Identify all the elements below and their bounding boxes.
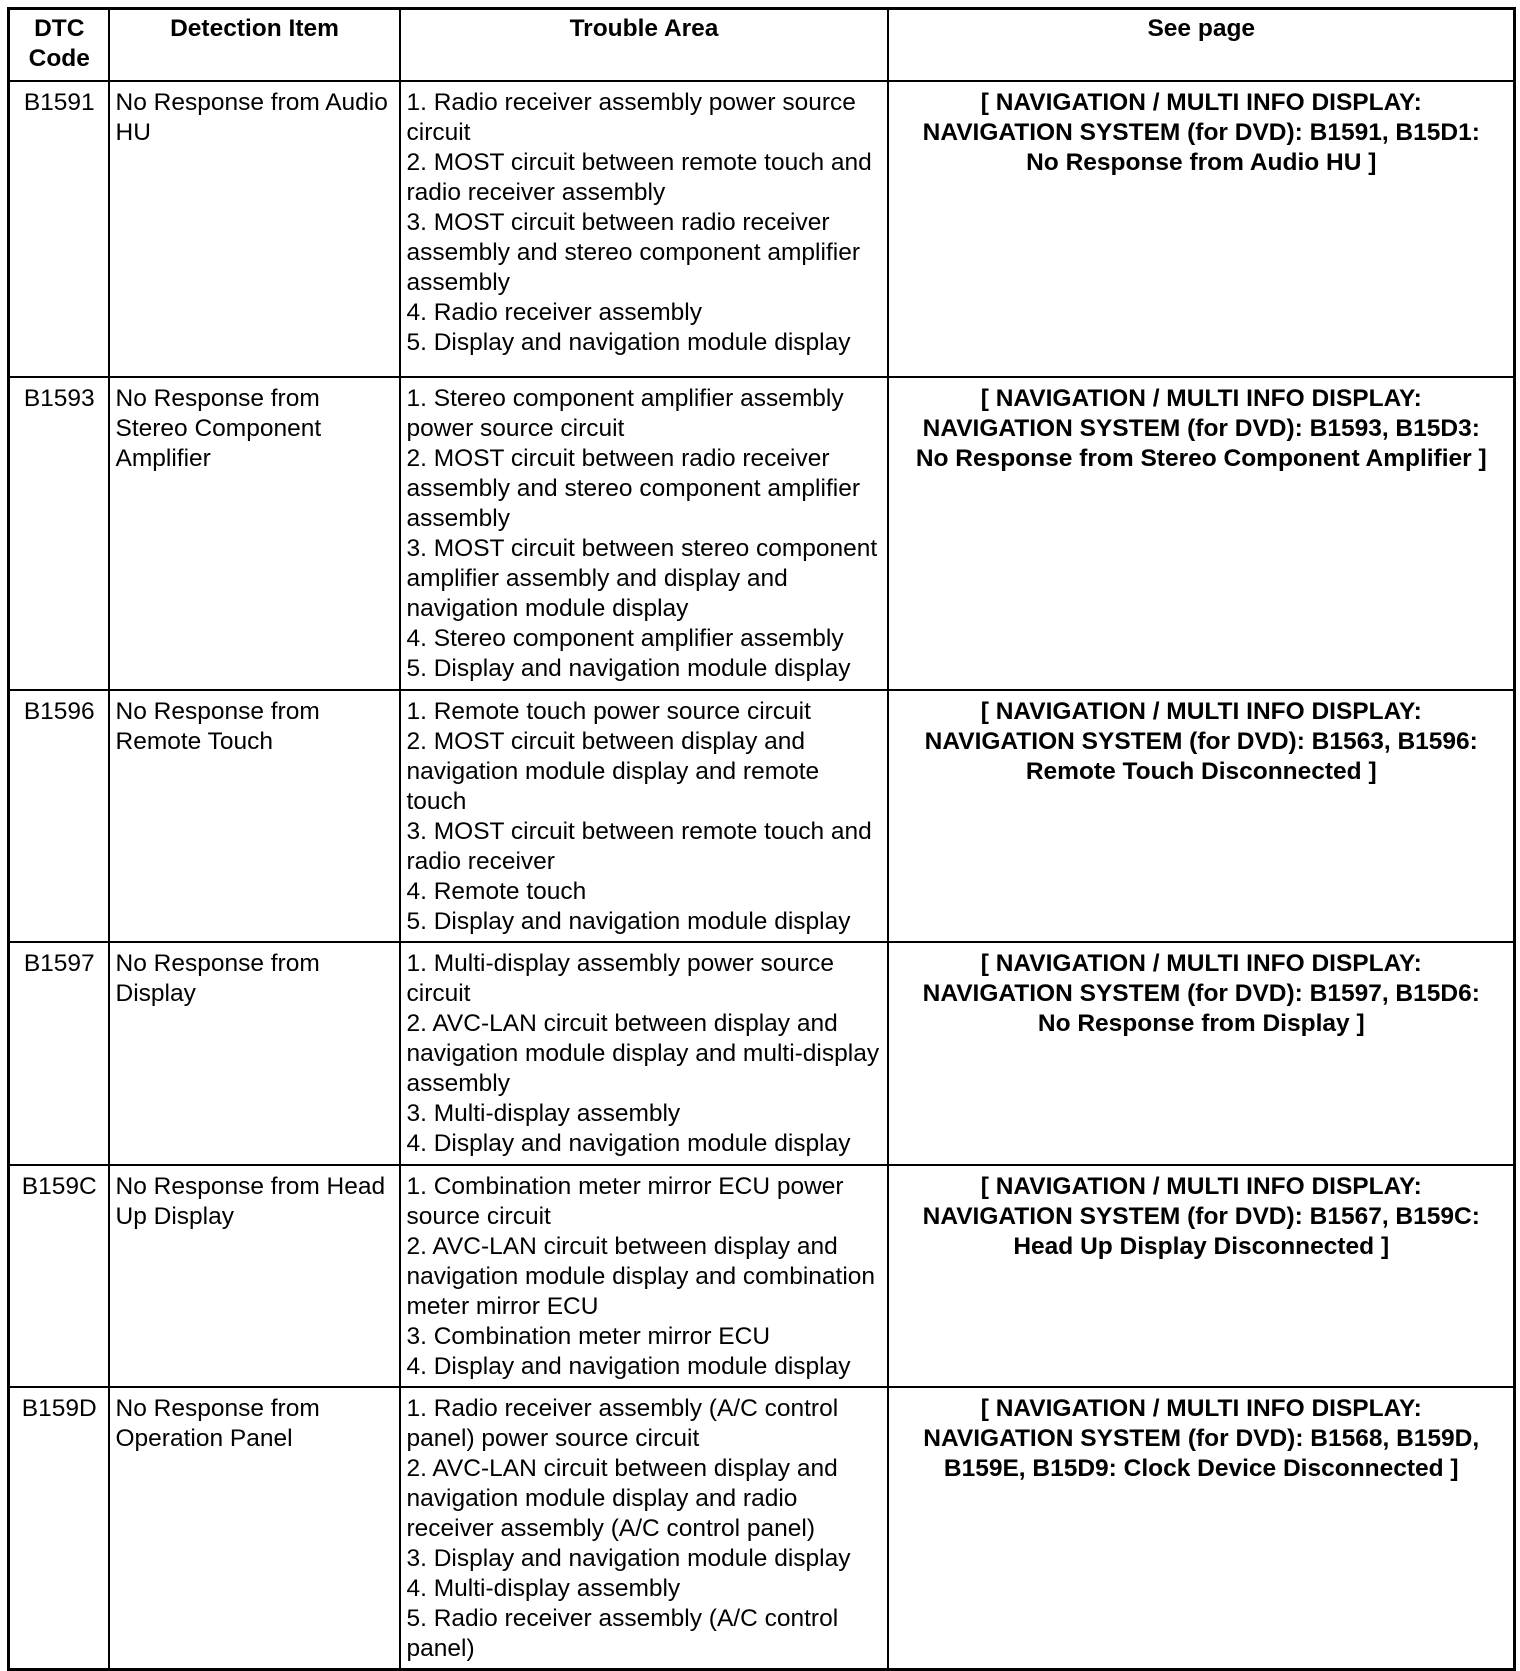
detection-item-cell: No Response from Head Up Display [109,1165,400,1387]
trouble-area-cell [400,690,888,942]
table-row [9,690,1515,942]
trouble-area-item: 5. Display and navigation module display [406,329,851,356]
detection-item-cell: No Response from Stereo Component Amplifier [109,377,400,690]
see-page-cell [888,690,1515,942]
dtc-code-cell: B1596 [9,690,109,942]
table-row [9,942,1515,1165]
detection-item-cell: No Response from Audio HU [109,81,400,377]
table-header [9,9,1515,82]
table-row [9,1387,1515,1670]
see-page-cell [888,81,1515,377]
trouble-area-item: 2. AVC-LAN circuit between display and navigation module display and multi-display assembly [406,1010,880,1097]
trouble-area-item: 5. Display and navigation module display [406,908,851,935]
header-detection-item: Detection Item [109,9,400,82]
trouble-area-item: 1. Combination meter mirror ECU power source circuit [406,1173,844,1230]
trouble-area-cell [400,942,888,1165]
trouble-area-item: 2. MOST circuit between radio receiver assembly and stereo component amplifier assembly [406,445,860,532]
trouble-area-item: 1. Remote touch power source circuit [406,698,811,725]
see-page-link[interactable]: [ NAVIGATION / MULTI INFO DISPLAY: NAVIGATION SYSTEM (for DVD): B1593, B15D3: No Response from Stereo Component Amplifier ] [915,385,1487,472]
trouble-area-item: 3. Multi-display assembly [406,1100,681,1127]
header-row [9,9,1515,82]
dtc-table [7,7,1516,1671]
see-page-link[interactable]: [ NAVIGATION / MULTI INFO DISPLAY: NAVIGATION SYSTEM (for DVD): B1568, B159D, B159E, B15D9: Clock Device Disconnected ] [923,1395,1480,1482]
trouble-area-cell [400,1165,888,1387]
trouble-area-item: 3. MOST circuit between stereo component amplifier assembly and display and navigation module display [406,535,878,622]
trouble-area-item: 3. Display and navigation module display [406,1545,851,1572]
detection-item-cell: No Response from Operation Panel [109,1387,400,1670]
trouble-area-item: 4. Radio receiver assembly [406,299,702,326]
trouble-area-item: 3. Combination meter mirror ECU [406,1323,771,1350]
trouble-area-item: 2. MOST circuit between remote touch and radio receiver assembly [406,149,872,206]
see-page-cell [888,942,1515,1165]
detection-item-cell: No Response from Remote Touch [109,690,400,942]
detection-item-cell: No Response from Display [109,942,400,1165]
trouble-area-item: 4. Display and navigation module display [406,1130,851,1157]
see-page-link[interactable]: [ NAVIGATION / MULTI INFO DISPLAY: NAVIGATION SYSTEM (for DVD): B1591, B15D1: No Response from Audio HU ] [922,89,1480,176]
see-page-cell [888,377,1515,690]
see-page-link[interactable]: [ NAVIGATION / MULTI INFO DISPLAY: NAVIGATION SYSTEM (for DVD): B1563, B1596: Remote Touch Disconnected ] [924,698,1478,785]
trouble-area-cell [400,377,888,690]
table-row [9,1165,1515,1387]
table-row [9,377,1515,690]
table-body [9,81,1515,1670]
header-dtc-code: DTC Code [9,9,109,82]
trouble-area-item: 2. AVC-LAN circuit between display and navigation module display and combination meter mirror ECU [406,1233,876,1320]
trouble-area-item: 5. Display and navigation module display [406,655,851,682]
dtc-code-cell: B1593 [9,377,109,690]
trouble-area-item: 1. Stereo component amplifier assembly power source circuit [406,385,844,442]
trouble-area-cell [400,1387,888,1670]
see-page-link[interactable]: [ NAVIGATION / MULTI INFO DISPLAY: NAVIGATION SYSTEM (for DVD): B1567, B159C: Head Up Display Disconnected ] [922,1173,1480,1260]
see-page-link[interactable]: [ NAVIGATION / MULTI INFO DISPLAY: NAVIGATION SYSTEM (for DVD): B1597, B15D6: No Response from Display ] [922,950,1480,1037]
trouble-area-item: 5. Radio receiver assembly (A/C control panel) [406,1605,839,1662]
header-see-page: See page [888,9,1515,82]
trouble-area-item: 3. MOST circuit between remote touch and radio receiver [406,818,872,875]
see-page-cell [888,1387,1515,1670]
trouble-area-item: 1. Radio receiver assembly power source circuit [406,89,856,146]
dtc-code-cell: B159D [9,1387,109,1670]
trouble-area-item: 4. Display and navigation module display [406,1353,851,1380]
table-row [9,81,1515,377]
dtc-code-cell: B1597 [9,942,109,1165]
trouble-area-item: 3. MOST circuit between radio receiver assembly and stereo component amplifier assembly [406,209,860,296]
trouble-area-item: 2. AVC-LAN circuit between display and navigation module display and radio receiver assembly (A/C control panel) [406,1455,838,1542]
trouble-area-item: 1. Radio receiver assembly (A/C control panel) power source circuit [406,1395,839,1452]
header-trouble-area: Trouble Area [400,9,888,82]
dtc-code-cell: B1591 [9,81,109,377]
trouble-area-item: 4. Multi-display assembly [406,1575,681,1602]
see-page-cell [888,1165,1515,1387]
dtc-code-cell: B159C [9,1165,109,1387]
trouble-area-item: 4. Remote touch [406,878,587,905]
trouble-area-item: 1. Multi-display assembly power source circuit [406,950,835,1007]
trouble-area-cell [400,81,888,377]
trouble-area-item: 2. MOST circuit between display and navigation module display and remote touch [406,728,820,815]
trouble-area-item: 4. Stereo component amplifier assembly [406,625,844,652]
